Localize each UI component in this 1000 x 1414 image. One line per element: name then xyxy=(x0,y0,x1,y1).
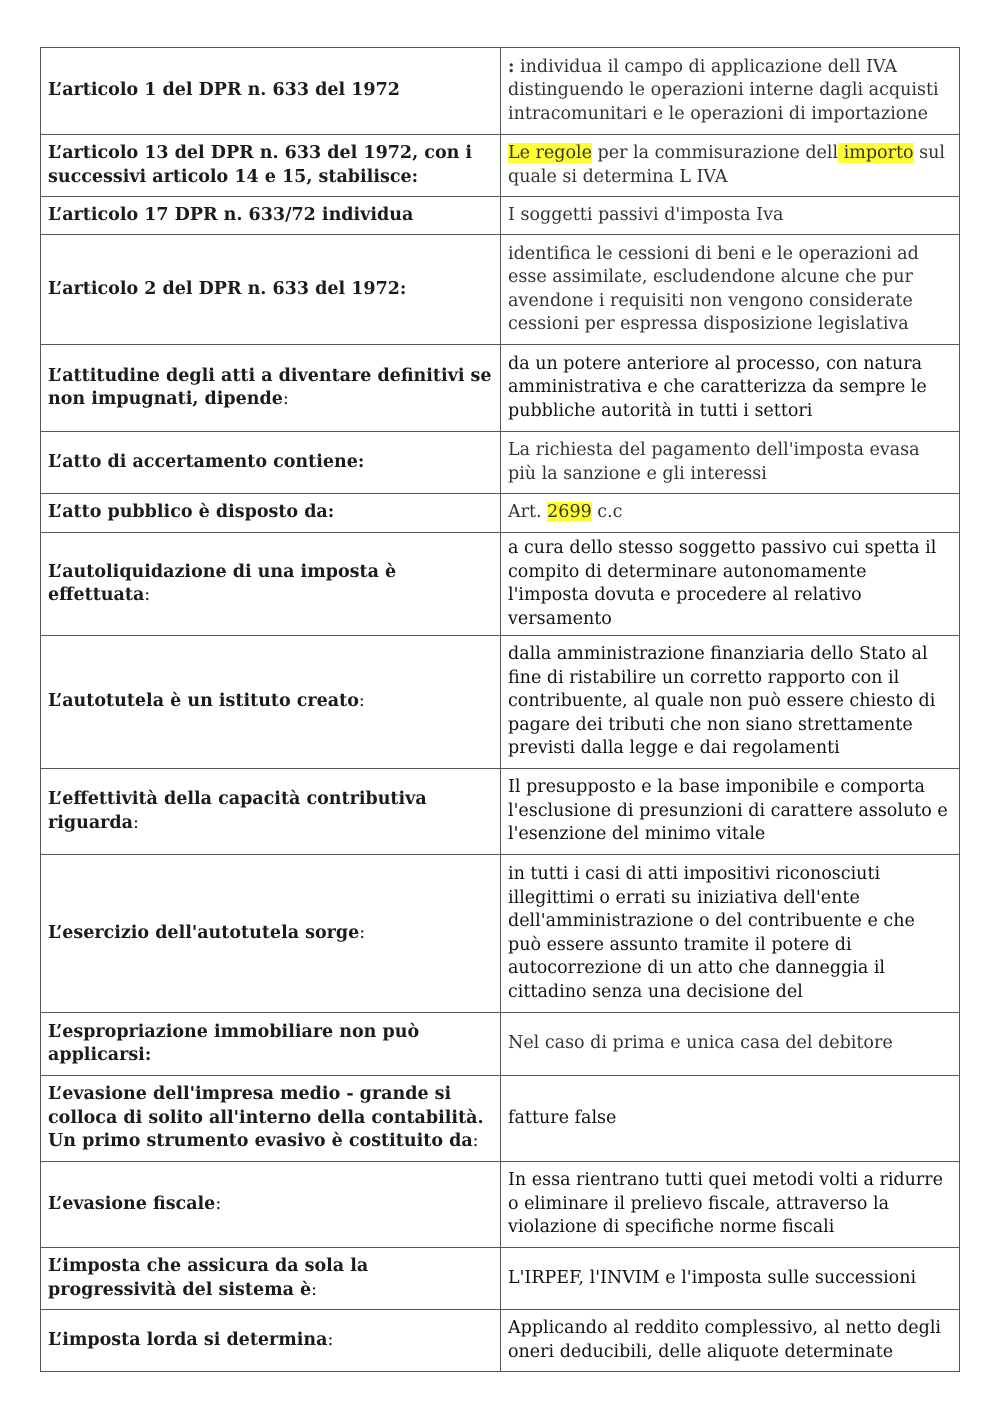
answer-cell: identifica le cessioni di beni e le operazioni ad esse assimilate, escludendone alcune che pur avendone i requisiti non vengono considerate cessioni per espressa disposizione legislativa xyxy=(501,235,960,345)
table-row xyxy=(41,855,960,1013)
highlight-mark: Le regole xyxy=(508,143,592,163)
answer-cell: Art. 2699 c.c xyxy=(501,494,960,533)
answer-cell: Le regole per la commisurazione dell importo sul quale si determina L IVA xyxy=(501,135,960,197)
question-cell: L’espropriazione immobiliare non può applicarsi: xyxy=(41,1013,501,1076)
highlight-mark: 2699 xyxy=(547,502,592,523)
answer-cell: Nel caso di prima e unica casa del debitore xyxy=(501,1013,960,1076)
question-cell: L’imposta lorda si determina: xyxy=(41,1310,501,1372)
table-row xyxy=(41,1248,960,1310)
table-row xyxy=(41,636,960,769)
answer-cell: dalla amministrazione finanziaria dello Stato al fine di ristabilire un corretto rapporto con il contribuente, al quale non può essere chiesto di pagare dei tributi che non siano strettamente previsti dalla legge e dai regolamenti xyxy=(501,636,960,769)
answer-cell: In essa rientrano tutti quei metodi volti a ridurre o eliminare il prelievo fiscale, attraverso la violazione di specifiche norme fiscali xyxy=(501,1162,960,1248)
table-row xyxy=(41,135,960,197)
question-cell: L’atto pubblico è disposto da: xyxy=(41,494,501,533)
question-cell: L’attitudine degli atti a diventare definitivi se non impugnati, dipende: xyxy=(41,345,501,432)
answer-cell: da un potere anteriore al processo, con natura amministrativa e che caratterizza da sempre le pubbliche autorità in tutti i settori xyxy=(501,345,960,432)
question-cell: L’autotutela è un istituto creato: xyxy=(41,636,501,769)
answer-cell: Il presupposto e la base imponibile e comporta l'esclusione di presunzioni di carattere assoluto e l'esenzione del minimo vitale xyxy=(501,769,960,855)
question-cell: L’atto di accertamento contiene: xyxy=(41,432,501,494)
answer-cell: L'IRPEF, l'INVIM e l'imposta sulle successioni xyxy=(501,1248,960,1310)
answer-cell: in tutti i casi di atti impositivi riconosciuti illegittimi o errati su iniziativa dell'ente dell'amministrazione o del contribuente e che può essere assunto tramite il potere di autocorrezione di un atto che danneggia il cittadino senza una decisione del xyxy=(501,855,960,1013)
question-cell: L’autoliquidazione di una imposta è effettuata: xyxy=(41,533,501,636)
question-cell: L’articolo 13 del DPR n. 633 del 1972, con i successivi articolo 14 e 15, stabilisce: xyxy=(41,135,501,197)
question-cell: L’articolo 17 DPR n. 633/72 individua xyxy=(41,197,501,235)
answer-cell: Applicando al reddito complessivo, al netto degli oneri deducibili, delle aliquote determinate xyxy=(501,1310,960,1372)
answer-cell: I soggetti passivi d'imposta Iva xyxy=(501,197,960,235)
table-row xyxy=(41,533,960,636)
table-row xyxy=(41,235,960,345)
question-cell: L’evasione dell'impresa medio - grande si colloca di solito all'interno della contabilità. Un primo strumento evasivo è costituito da: xyxy=(41,1076,501,1162)
table-row xyxy=(41,1013,960,1076)
table-row xyxy=(41,1076,960,1162)
question-cell: L’effettività della capacità contributiva riguarda: xyxy=(41,769,501,855)
table-row xyxy=(41,48,960,135)
question-cell: L’esercizio dell'autotutela sorge: xyxy=(41,855,501,1013)
table-row xyxy=(41,1310,960,1372)
qa-table xyxy=(40,47,960,1372)
table-row xyxy=(41,769,960,855)
question-cell: L’evasione fiscale: xyxy=(41,1162,501,1248)
table-row xyxy=(41,345,960,432)
question-cell: L’articolo 2 del DPR n. 633 del 1972: xyxy=(41,235,501,345)
answer-cell: : individua il campo di applicazione dell IVA distinguendo le operazioni interne dagli acquisti intracomunitari e le operazioni di importazione xyxy=(501,48,960,135)
answer-cell: a cura dello stesso soggetto passivo cui spetta il compito di determinare autonomamente l'imposta dovuta e procedere al relativo versamento xyxy=(501,533,960,636)
question-cell: L’articolo 1 del DPR n. 633 del 1972 xyxy=(41,48,501,135)
table-row xyxy=(41,197,960,235)
table-row xyxy=(41,432,960,494)
question-cell: L’imposta che assicura da sola la progressività del sistema è: xyxy=(41,1248,501,1310)
highlight-mark: importo xyxy=(838,143,914,163)
answer-cell: fatture false xyxy=(501,1076,960,1162)
table-row xyxy=(41,1162,960,1248)
answer-cell: La richiesta del pagamento dell'imposta evasa più la sanzione e gli interessi xyxy=(501,432,960,494)
table-row xyxy=(41,494,960,533)
